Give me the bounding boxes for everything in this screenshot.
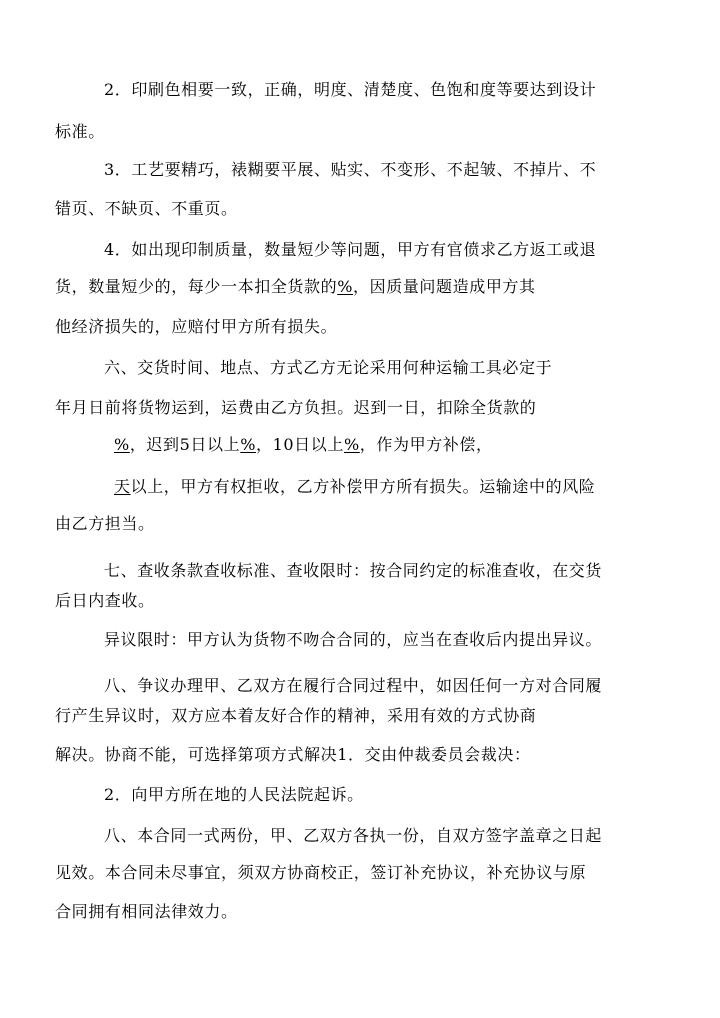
- section-7-line-1: 七、查收条款查收标准、查收限时：按合同约定的标准查收，在交货: [104, 561, 603, 580]
- section-6-text-b: ，10日以上: [256, 435, 344, 454]
- objection-line: 异议限时：甲方认为货物不吻合合同的，应当在查收后内提出异议。: [104, 630, 603, 649]
- section-6-line-4: [114, 477, 595, 497]
- percent-blank: %: [337, 277, 354, 296]
- final-clause-line-1: 八、本合同一式两份，甲、乙双方各执一份，自双方签字盖章之日起: [104, 826, 603, 845]
- section-6-line-3: [114, 435, 493, 455]
- section-7-line-2: 后日内查收。: [55, 591, 155, 610]
- clause-4-text-a: 货，数量短少的，每少一本扣全货款的: [55, 277, 338, 296]
- clause-4-line-2: [55, 277, 536, 297]
- section-8-line-2: 行产生异议时，双方应本着友好合作的精神，采用有效的方式协商: [55, 706, 537, 725]
- clause-3-line-1: 3．工艺要精巧，裱糊要平展、贴实、不变形、不起皱、不掉片、不: [104, 160, 597, 179]
- clause-4-line-1: 4．如出现印制质量，数量短少等问题，甲方有官偾求乙方返工或退: [104, 240, 597, 259]
- section-8-line-3: 解决。协商不能，可选择第项方式解决1．交由仲裁委员会裁决：: [55, 745, 531, 764]
- section-6-line-2: 年月日前将货物运到，运费由乙方负担。迟到一日，扣除全货款的: [55, 398, 537, 417]
- clause-2-line-1: 2．印刷色相要一致，正确，明度、清楚度、色饱和度等要达到设计: [104, 80, 597, 99]
- percent-blank: %: [240, 435, 257, 454]
- clause-4-text-b: ，因质量问题造成甲方其: [353, 277, 536, 296]
- clause-4-line-3: 他经济损失的，应赔付甲方所有损失。: [55, 317, 338, 336]
- section-6-text-c: ，作为甲方补偿，: [359, 435, 493, 454]
- section-8-line-1: 八、争议办理甲、乙双方在履行合同过程中，如因任何一方对合同履: [104, 676, 603, 695]
- clause-2-line-2: 标准。: [55, 122, 105, 141]
- section-6-text-a: ，迟到5日以上: [129, 435, 241, 454]
- section-6-line-1: 六、交货时间、地点、方式乙方无论采用何种运输工具必定于: [104, 358, 553, 377]
- section-6-text-d: 以上，甲方有权拒收，乙方补偿甲方所有损失。运输途中的风险: [130, 477, 596, 496]
- section-6-line-5: 由乙方担当。: [55, 514, 155, 533]
- final-clause-line-3: 合同拥有相同法律效力。: [55, 902, 238, 921]
- section-8-line-4: 2．向甲方所在地的人民法院起诉。: [104, 785, 364, 804]
- percent-blank: %: [343, 435, 360, 454]
- percent-blank: %: [114, 435, 130, 454]
- final-clause-line-2: 见效。本合同未尽事宜，须双方协商校正，签订补充协议，补充协议与原: [55, 863, 587, 882]
- days-blank: 天: [114, 477, 131, 496]
- clause-3-line-2: 错页、不缺页、不重页。: [55, 199, 238, 218]
